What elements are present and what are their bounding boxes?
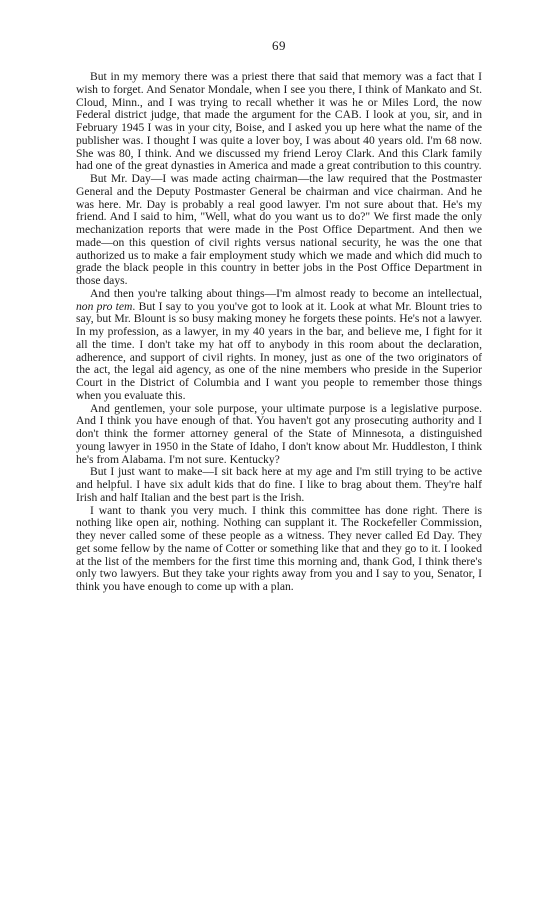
latin-phrase: non pro tem [76, 299, 133, 313]
testimony-text [76, 71, 482, 594]
document-page [76, 38, 482, 594]
paragraph-4: And gentlemen, your sole purpose, your ultimate purpose is a legislative purpose. And I think you have enough of that. You haven't got any prosecuting authority and I don't think the former attorney general of the State of Minnesota, a distinguished young lawyer in 1950 in the State of Idaho, I don't know about Mr. Huddleston, I think he's from Alabama. I'm not sure. Kentucky? [76, 401, 482, 466]
paragraph-1: But in my memory there was a priest there that said that memory was a fact that I wish to forget. And Senator Mondale, when I see you there, I think of Mankato and St. Cloud, Minn., and I was trying to recall whether it was he or Miles Lord, the now Federal district judge, that made the argument for the CAB. I look at you, sir, and in February 1945 I was in your city, Boise, and I asked you up here what the name of the publisher was. I thought I was quite a lover boy, I was about 40 years old. I'm 68 now. She was 80, I think. And we discussed my friend Leroy Clark. And this Clark family had one of the great dynasties in America and made a great contribution to this country. [76, 70, 482, 173]
paragraph-5: But I just want to make—I sit back here at my age and I'm still trying to be active and helpful. I have six adult kids that do fine. I like to brag about them. They're half Irish and half Italian and the best part is the Irish. [76, 465, 482, 504]
paragraph-3 [76, 288, 482, 403]
paragraph-3-text-end: . But I say to you you've got to look at it. Look at what Mr. Blount tries to say, but Mr. Blount is so busy making money he forgets these points. He's not a lawyer. In my profession, as a lawyer, in my 40 years in the bar, and believe me, I fight for it all the time. I don't take my hat off to anybody in this room about the declaration, adherence, and support of civil rights. In money, just as one of the two originators of the act, the legal aid agency, as one of the nine members who preside in the Superior Court in the District of Columbia and I want you people to remember those things when you evaluate this. [76, 299, 483, 402]
page-number: 69 [272, 38, 286, 53]
paragraph-3-text-start: And then you're talking about things—I'm almost ready to become an intellectual, [90, 286, 482, 300]
paragraph-6: I want to thank you very much. I think this committee has done right. There is nothing like open air, nothing. Nothing can supplant it. The Rockefeller Commission, they never called some of these people as a witness. They never called Ed Day. They get some fellow by the name of Cotter or something like that and they go to it. I looked at the list of the members for the first time this morning and, thank God, I think there's only two lawyers. But they take your rights away from you and I say to you, Senator, I think you have enough to come up with a plan. [76, 503, 482, 593]
paragraph-2: But Mr. Day—I was made acting chairman—the law required that the Postmaster General and the Deputy Postmaster General be chairman and vice chairman. And he was here. Mr. Day is probably a real good lawyer. I'm not sure about that. He's my friend. And I said to him, "Well, what do you want us to do?" We first made the only mechanization reports that were made in the Post Office Department. And then we made—on this question of civil rights versus national security, he was the one that authorized us to make a fair employment study which we made and which did much to grade the black people in this country in better jobs in the Post Office Department in those days. [76, 172, 482, 287]
